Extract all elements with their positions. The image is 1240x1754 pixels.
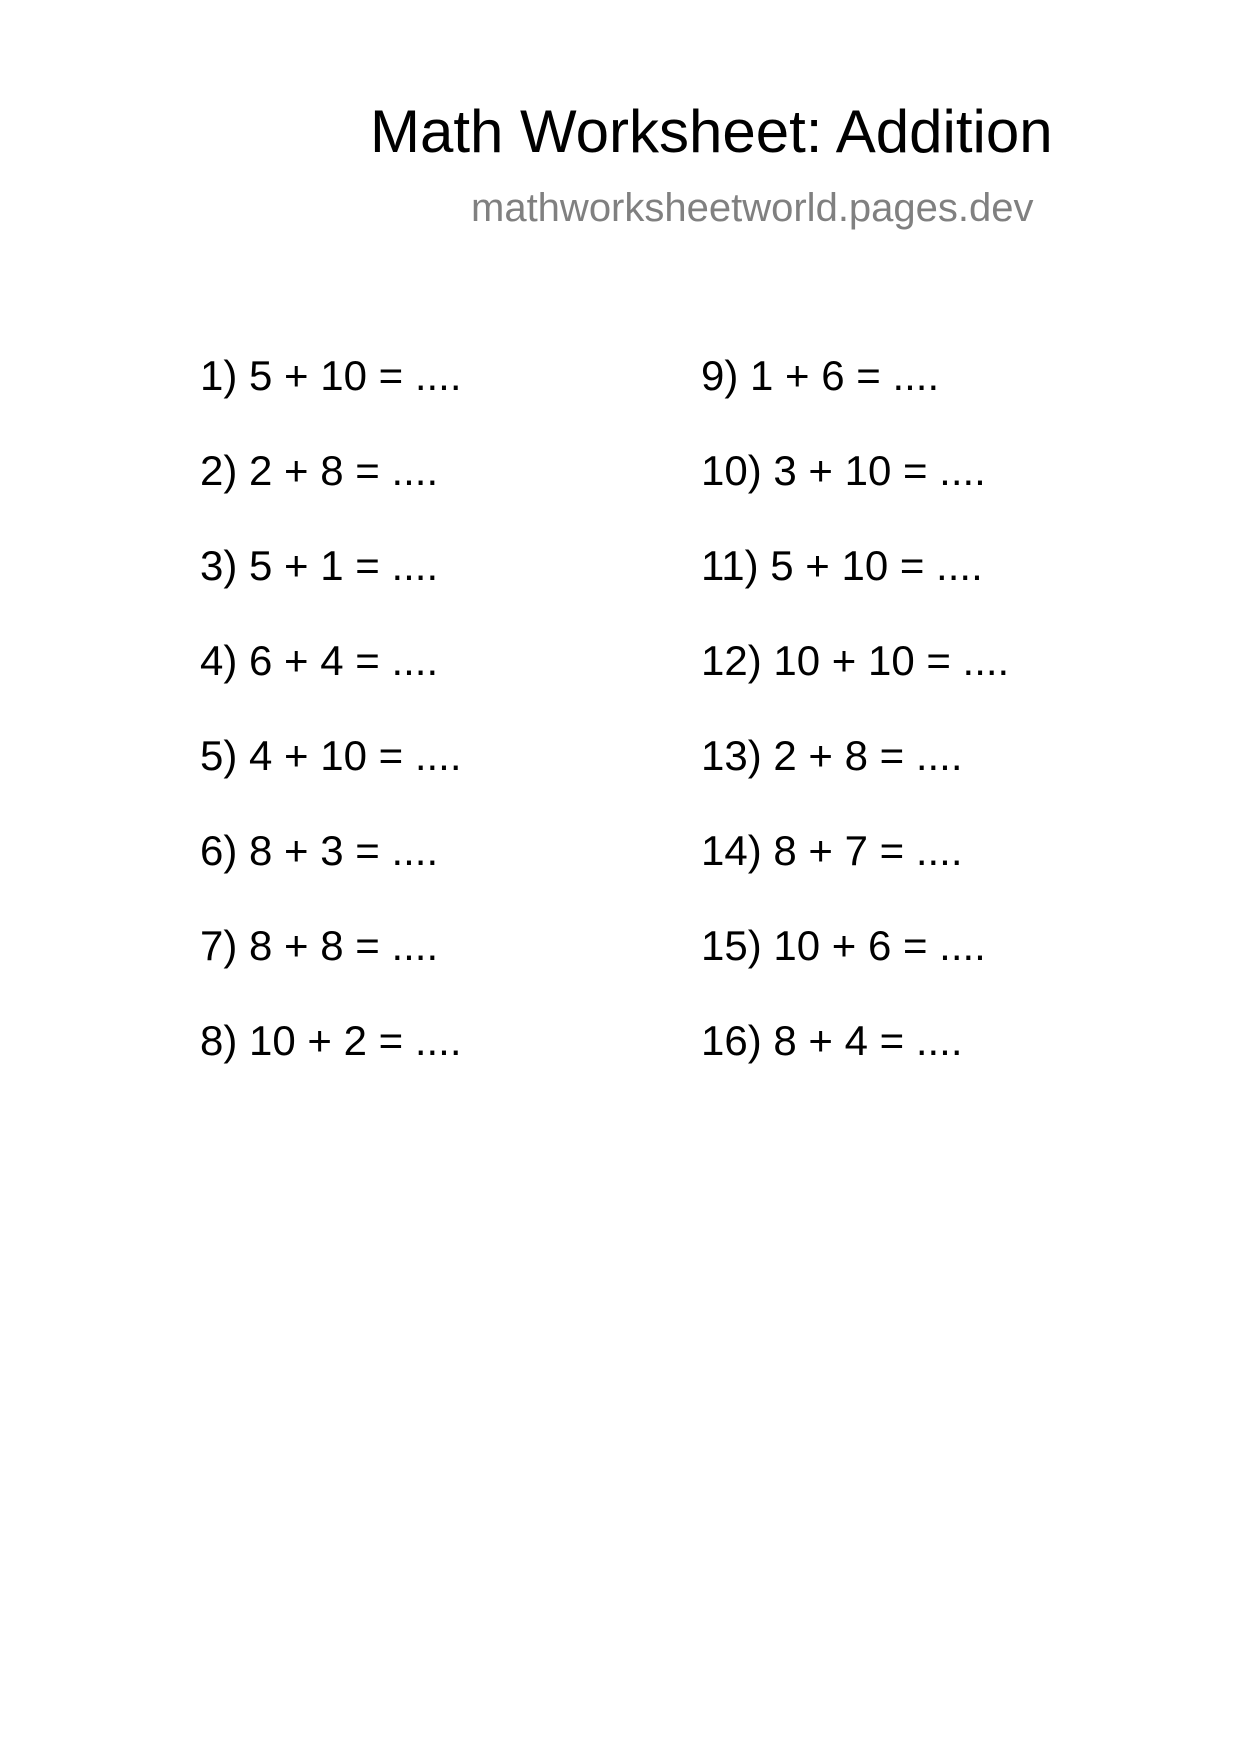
website-url: mathworksheetworld.pages.dev [471,186,1034,230]
problem-3: 3) 5 + 1 = .... [200,542,439,589]
problem-14: 14) 8 + 7 = .... [701,827,963,874]
problem-15: 15) 10 + 6 = .... [701,922,986,969]
problem-13: 13) 2 + 8 = .... [701,732,963,779]
problem-7: 7) 8 + 8 = .... [200,922,439,969]
worksheet-title: Math Worksheet: Addition [370,98,1053,165]
problem-11: 11) 5 + 10 = .... [701,542,983,589]
problem-column-right [701,351,1009,1111]
problem-column-left [200,351,462,1111]
problem-5: 5) 4 + 10 = .... [200,732,462,779]
problem-2: 2) 2 + 8 = .... [200,447,439,494]
problem-16: 16) 8 + 4 = .... [701,1017,963,1064]
problem-12: 12) 10 + 10 = .... [701,637,1010,684]
problem-1: 1) 5 + 10 = .... [200,352,462,399]
problem-9: 9) 1 + 6 = .... [701,352,940,399]
problem-10: 10) 3 + 10 = .... [701,447,986,494]
problem-4: 4) 6 + 4 = .... [200,637,439,684]
problem-8: 8) 10 + 2 = .... [200,1017,462,1064]
problem-6: 6) 8 + 3 = .... [200,827,439,874]
